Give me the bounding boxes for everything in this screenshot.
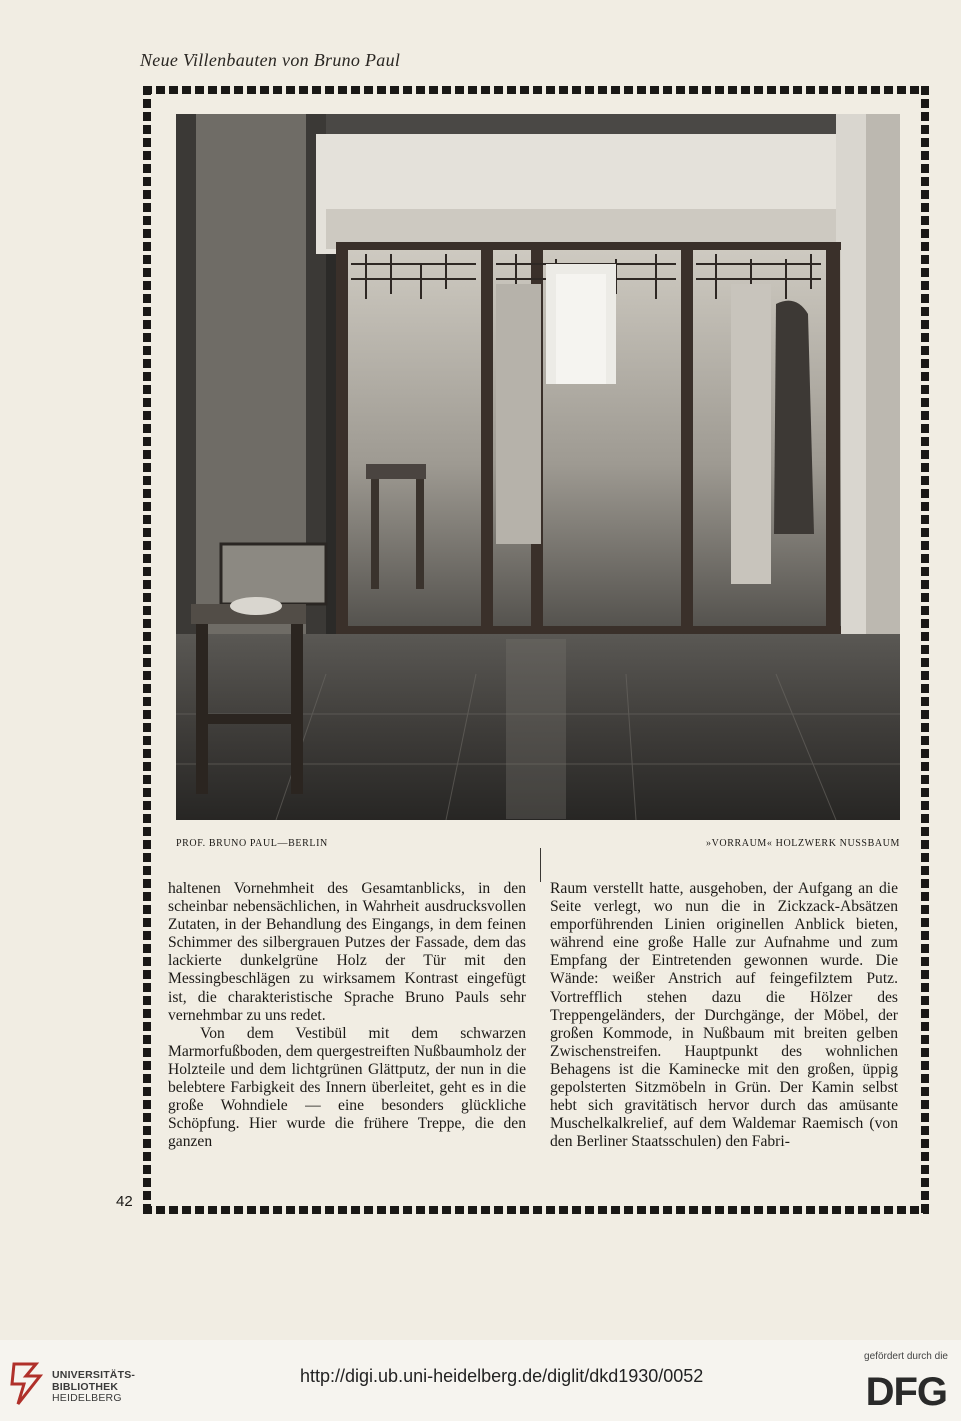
paragraph: haltenen Vornehmheit des Gesamtanblicks, in den scheinbar nebensächlichen, in Wahrheit ausdrucksvollen Zutaten, in der Behandlung des Eingangs, in dem feinen Schimmer des silbergrauen Putzes der Fassade, dem das lackierte dunkelgrüne Holz der Tür mit den Messingbeschlägen zu wirksamem Kontrast eingefügt ist, die charakteristische Sprache Bruno Pauls sehr vernehmbar zu uns redet.	[168, 880, 526, 1024]
library-name	[52, 1370, 135, 1405]
university-library-logo-icon	[10, 1362, 44, 1406]
column-divider	[540, 848, 541, 882]
decorative-border-bottom	[143, 1206, 929, 1214]
permalink-url[interactable]: http://digi.ub.uni-heidelberg.de/diglit/dkd1930/0052	[300, 1366, 704, 1386]
paragraph: Raum verstellt hatte, ausgehoben, der Aufgang an die Seite verlegt, wo nun die in Zickzack-Absätzen emporführenden Linien originellen Anblick bieten, während eine große Halle zur Aufnahme und zum Empfang der Eintretenden gewonnen wurde. Die Wände: weißer Anstrich auf feingefilztem Putz. Vortrefflich stehen dazu die Hölzer des Treppengeländers, der Durchgänge, der Möbel, der großen Kommode, in Nußbaum mit breiten gelben Zwischenstreifen. Hauptpunkt des wohnlichen Behagens ist die Kaminecke mit den großen, üppig gepolsterten Sitzmöbeln in Grün. Der Kamin selbst hebt sich gravitätisch hervor durch das amüsante Muschelkalkrelief, auf dem Waldemar Raemisch (von den Berliner Staatsschulen) den Fabri-	[550, 880, 898, 1151]
running-head: Neue Villenbauten von Bruno Paul	[140, 50, 401, 70]
library-name-line: HEIDELBERG	[52, 1392, 122, 1404]
text-column-right	[550, 880, 898, 1151]
dfg-logo: DFG	[865, 1370, 947, 1414]
page-number: 42	[116, 1193, 133, 1210]
interior-photograph	[176, 114, 900, 820]
text-column-left	[168, 880, 526, 1151]
photo-title-caption: »VORRAUM« HOLZWERK NUSSBAUM	[706, 838, 900, 849]
library-name-line: UNIVERSITÄTS-	[52, 1369, 136, 1381]
paragraph: Von dem Vestibül mit dem schwarzen Marmorfußboden, dem quergestreiften Nußbaumholz der Holzteile und dem lichtgrünen Glättputz, der nun in die belebtere Farbigkeit des Innern überleitet, geht es in die große Wohndiele — eine besonders glückliche Schöpfung. Hier wurde die frühere Treppe, die den ganzen	[168, 1024, 526, 1151]
funding-label: gefördert durch die	[864, 1351, 948, 1362]
photo-credit-caption: PROF. BRUNO PAUL—BERLIN	[176, 838, 328, 849]
vestibule-photo-illustration	[176, 114, 900, 820]
library-name-line: BIBLIOTHEK	[52, 1380, 119, 1393]
decorative-border-right	[921, 86, 929, 1214]
decorative-border-top	[143, 86, 929, 94]
decorative-border-left	[143, 86, 151, 1214]
digitization-footer	[0, 1340, 961, 1421]
